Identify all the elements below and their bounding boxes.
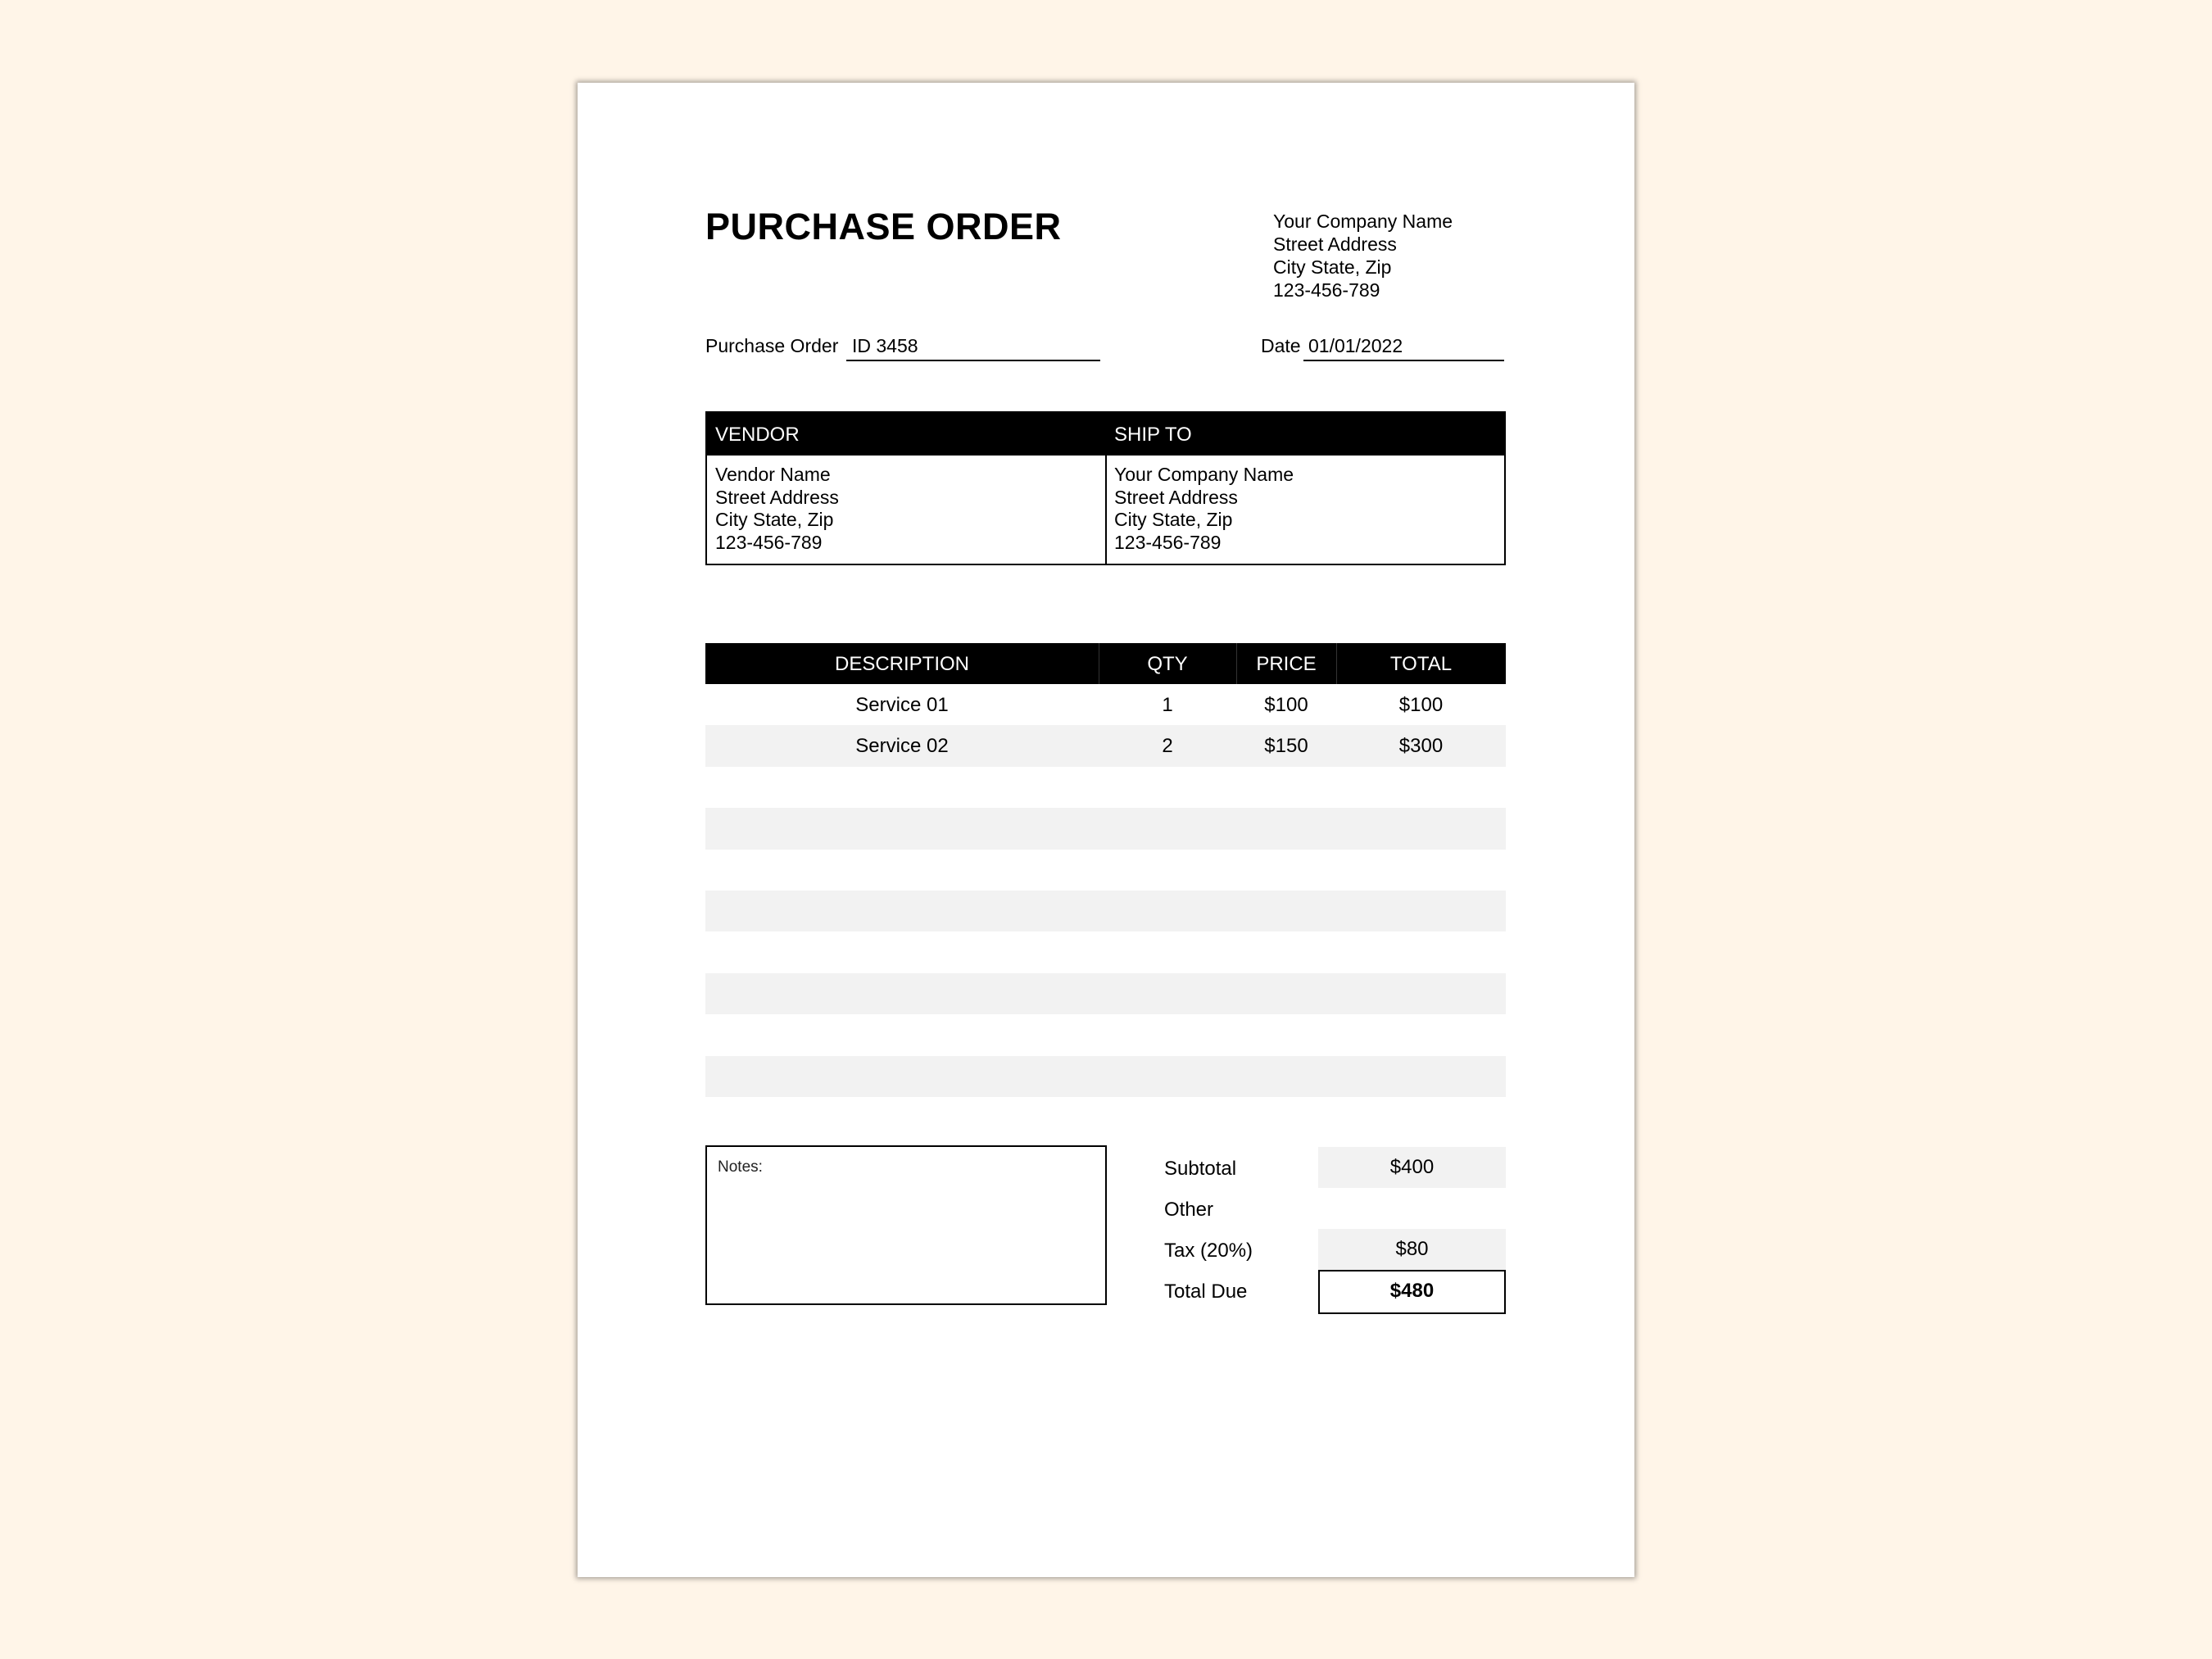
po-number-field[interactable]: ID 3458 [846, 335, 1100, 361]
cell-price[interactable]: $150 [1264, 735, 1308, 758]
table-row[interactable] [705, 973, 1506, 1014]
ship-to-phone: 123-456-789 [1114, 531, 1222, 553]
cell-price[interactable]: $100 [1264, 694, 1308, 716]
cell-description[interactable]: Service 01 [855, 694, 949, 716]
notes-box[interactable] [705, 1145, 1107, 1305]
subtotal-value: $400 [1318, 1147, 1506, 1188]
header-separator [1336, 643, 1337, 684]
cell-description[interactable]: Service 02 [855, 735, 949, 758]
document-page [578, 83, 1634, 1577]
po-number-label: Purchase Order [705, 335, 839, 356]
other-label: Other [1164, 1199, 1214, 1221]
cell-total[interactable]: $300 [1398, 735, 1444, 758]
column-header-qty: QTY [1147, 653, 1188, 675]
table-row[interactable] [705, 808, 1506, 849]
subtotal-label: Subtotal [1164, 1158, 1237, 1180]
company-phone: 123-456-789 [1273, 279, 1380, 301]
table-row [705, 684, 1506, 725]
tax-label: Tax (20%) [1164, 1240, 1253, 1262]
table-row[interactable] [705, 891, 1506, 931]
column-header-description: DESCRIPTION [834, 653, 969, 675]
total-due-value: $480 [1318, 1270, 1506, 1314]
cell-qty[interactable]: 2 [1162, 735, 1173, 758]
header-separator [1236, 643, 1237, 684]
cell-total[interactable]: $100 [1398, 694, 1444, 716]
vendor-address [715, 464, 839, 554]
ship-to-city: City State, Zip [1114, 509, 1233, 530]
vendor-city: City State, Zip [715, 509, 834, 530]
vendor-shipto-box [705, 411, 1506, 565]
ship-to-header: SHIP TO [1114, 424, 1192, 446]
table-header [705, 643, 1506, 684]
ship-to-street: Street Address [1114, 486, 1238, 508]
column-header-total: TOTAL [1389, 653, 1453, 675]
total-due-label: Total Due [1164, 1281, 1248, 1303]
vendor-street: Street Address [715, 486, 839, 508]
notes-label: Notes: [718, 1158, 763, 1176]
table-row[interactable] [705, 850, 1506, 891]
vendor-name: Vendor Name [715, 464, 831, 485]
table-row [705, 725, 1506, 766]
ship-to-address [1114, 464, 1294, 554]
line-items-table [705, 643, 1506, 1097]
other-value[interactable] [1318, 1188, 1506, 1229]
vendor-header: VENDOR [715, 424, 800, 446]
table-row[interactable] [705, 1056, 1506, 1097]
company-city: City State, Zip [1273, 256, 1392, 278]
column-header-price: PRICE [1256, 653, 1317, 675]
company-name: Your Company Name [1273, 211, 1453, 232]
date-field[interactable]: 01/01/2022 [1303, 335, 1504, 361]
company-street: Street Address [1273, 233, 1397, 255]
tax-value: $80 [1318, 1229, 1506, 1270]
vendor-phone: 123-456-789 [715, 531, 823, 553]
table-row[interactable] [705, 767, 1506, 808]
company-address-block [1273, 210, 1453, 301]
date-label: Date [1261, 335, 1301, 356]
cell-qty[interactable]: 1 [1162, 694, 1173, 716]
table-row[interactable] [705, 1014, 1506, 1055]
table-row[interactable] [705, 931, 1506, 972]
column-divider [1105, 413, 1107, 564]
ship-to-name: Your Company Name [1114, 464, 1294, 485]
document-title: PURCHASE ORDER [705, 206, 1062, 247]
